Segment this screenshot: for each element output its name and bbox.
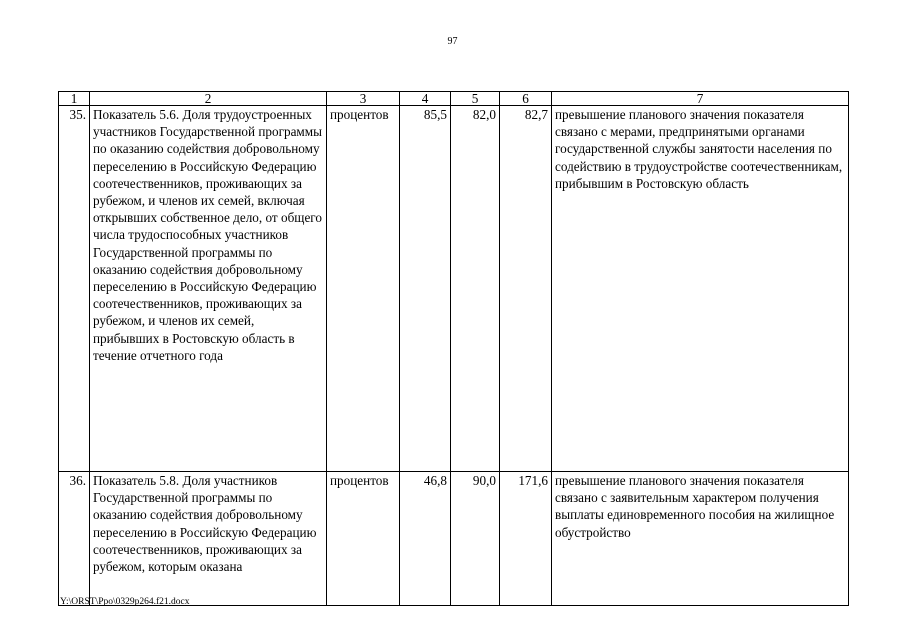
- header-cell: 4: [400, 92, 451, 106]
- header-cell: 7: [552, 92, 849, 106]
- value-col4: 46,8: [400, 472, 451, 606]
- indicator-name: Показатель 5.6. Доля трудоустроенных участников Государственной программы по оказанию содействия добровольному переселению в Российскую Федерацию соотечественников, проживающих за рубежом, и членов их семей, включая открывших собственное дело, от общего числа трудоспособных участников Государственной программы по оказанию содействия добровольному переселению в Российскую Федерацию соотечественников, проживающих за рубежом, и членов их семей, прибывших в Ростовскую область в течение отчетного года: [90, 106, 327, 472]
- table-header-row: [59, 92, 849, 106]
- indicator-name: Показатель 5.8. Доля участников Государственной программы по оказанию содействия добровольному переселению в Российскую Федерацию соотечественников, проживающих за рубежом, которым оказана: [90, 472, 327, 606]
- row-number: 35.: [59, 106, 90, 472]
- value-col6: 171,6: [500, 472, 552, 606]
- comment-cell: превышение планового значения показателя связано с заявительным характером получения выплаты единовременного пособия на жилищное обустройство: [552, 472, 849, 606]
- header-cell: 1: [59, 92, 90, 106]
- table-row: [59, 472, 849, 606]
- table-row: [59, 106, 849, 472]
- report-table: [58, 91, 849, 606]
- unit-cell: процентов: [327, 106, 400, 472]
- row-number: 36.: [59, 472, 90, 606]
- value-col4: 85,5: [400, 106, 451, 472]
- page-number: 97: [447, 36, 458, 47]
- unit-cell: процентов: [327, 472, 400, 606]
- header-cell: 5: [451, 92, 500, 106]
- value-col5: 90,0: [451, 472, 500, 606]
- file-path-footer: Y:\ORST\Ppo\0329p264.f21.docx: [60, 597, 190, 607]
- header-cell: 6: [500, 92, 552, 106]
- value-col6: 82,7: [500, 106, 552, 472]
- comment-cell: превышение планового значения показателя связано с мерами, предпринятыми органами государственной службы занятости населения по содействию в трудоустройстве соотечественникам, прибывшим в Ростовскую область: [552, 106, 849, 472]
- header-cell: 2: [90, 92, 327, 106]
- header-cell: 3: [327, 92, 400, 106]
- value-col5: 82,0: [451, 106, 500, 472]
